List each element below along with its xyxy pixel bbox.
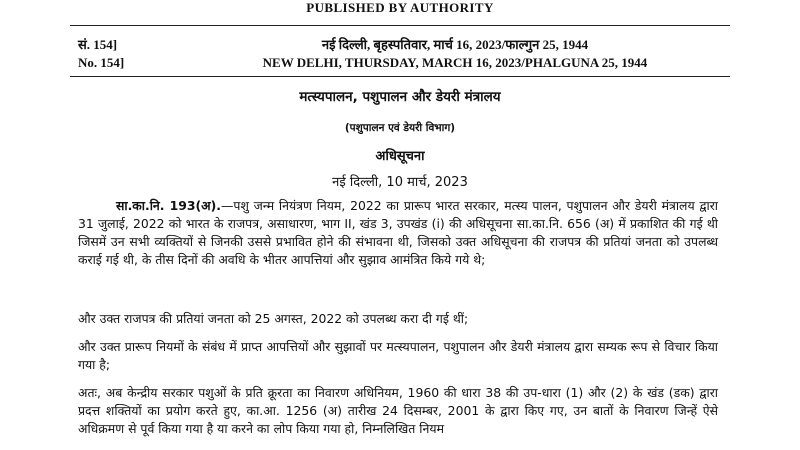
gsr-reference: सा.का.नि. 193(अ). xyxy=(116,198,222,213)
header-bottom-rule xyxy=(70,76,730,77)
ministry-name: मत्स्यपालन, पशुपालन और डेयरी मंत्रालय xyxy=(299,89,501,105)
published-by-authority: PUBLISHED BY AUTHORITY xyxy=(306,0,494,15)
notification-heading: अधिसूचना xyxy=(375,149,425,164)
dateline-english: NEW DELHI, THURSDAY, MARCH 16, 2023/PHALGUNA 25, 1944 xyxy=(262,55,648,70)
paragraph-1 xyxy=(78,197,718,269)
header-top-rule xyxy=(70,25,730,26)
paragraph-3: और उक्त प्रारूप नियमों के संबंध में प्राप्त आपत्तियों और सुझावों पर मत्स्यपालन, पशुपालन और डेयरी मंत्रालय द्वारा सम्यक रूप से विचार किया गया है; xyxy=(78,339,718,372)
gazette-number-hindi: सं. 154] xyxy=(78,37,118,52)
paragraph-1-text: —पशु जन्म नियंत्रण नियम, 2022 का प्रारूप भारत सरकार, मत्स्य पालन, पशुपालन और डेयरी मंत्रालय द्वारा 31 जुलाई, 2022 को भारत के राजपत्र, असाधारण, भाग II, खंड 3, उपखंड (i) की अधिसूचना सा.का.नि. 656 (अ) में प्रकाशित की गई थी जिसमें उन सभी व्यक्तियों से जिनकी उससे प्रभावित होने की संभावना थी, जिसको उक्त अधिसूचना की राजपत्र की प्रतियां जनता को उपलब्ध कराई गई थी, के तीस दिनों की अवधि के भीतर आपत्तियां और सुझाव आमंत्रित किये गये थे; xyxy=(78,198,719,267)
department-name: (पशुपालन एवं डेयरी विभाग) xyxy=(344,122,456,134)
paragraph-4: अतः, अब केन्द्रीय सरकार पशुओं के प्रति क्रूरता का निवारण अधिनियम, 1960 की धारा 38 की उप-धारा (1) और (2) के खंड (डक) द्वारा प्रदत्त शक्तियों का प्रयोग करते हुए, का.आ. 1256 (अ) तारीख 24 दिसम्बर, 2001 के द्वारा किए गए, उन बातों के निवारण जिन्हें ऐसे अधिक्रमण से पूर्व किया गया है या करने का लोप किया गया हो, निम्नलिखित नियम xyxy=(78,385,718,436)
gazette-number-english: No. 154] xyxy=(78,55,125,70)
paragraph-2: और उक्त राजपत्र की प्रतियां जनता को 25 अगस्त, 2022 को उपलब्ध करा दी गई थीं; xyxy=(78,311,469,326)
place-and-date: नई दिल्ली, 10 मार्च, 2023 xyxy=(332,175,468,190)
dateline-hindi: नई दिल्ली, बृहस्पतिवार, मार्च 16, 2023/फाल्गुन 25, 1944 xyxy=(321,37,589,52)
